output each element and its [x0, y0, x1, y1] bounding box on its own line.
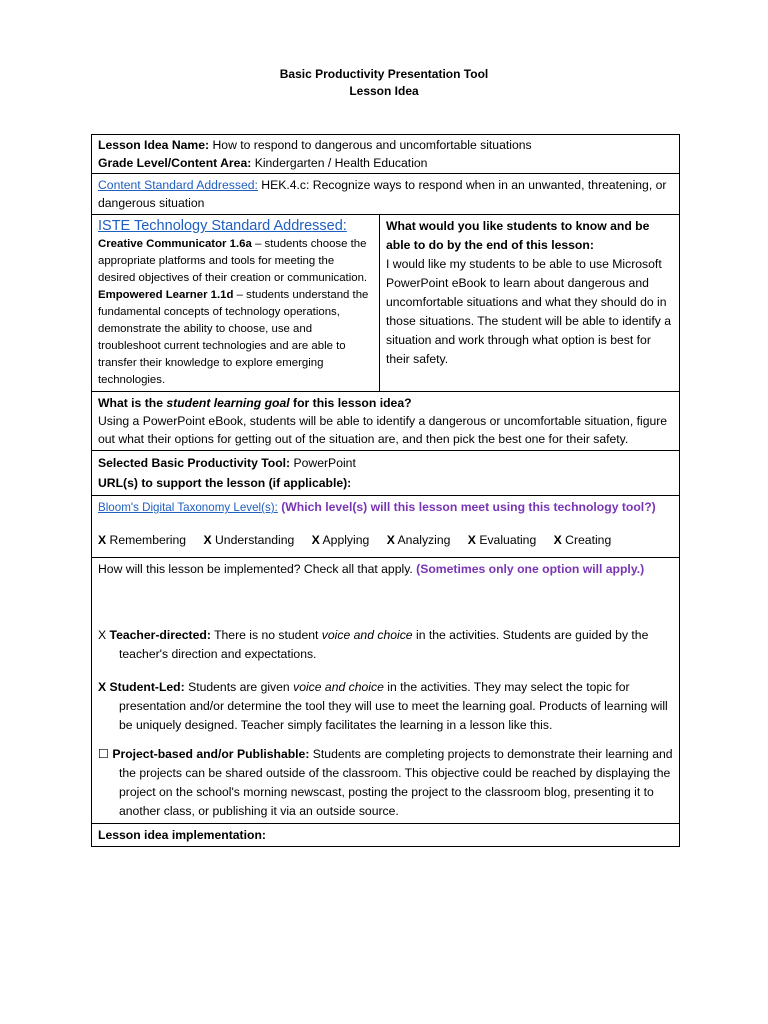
bloom-level-creating: X Creating — [553, 533, 612, 547]
grade-value: Kindergarten / Health Education — [254, 156, 428, 170]
option-project-based: ☐ Project-based and/or Publishable: Students are completing projects to demonstrate their learning and the projects can be shared outside of the classroom. This objective could be reached by displaying the project on the school's morning newscast, posting the project to the classroom blog, presenting it to another class, or publishing it via an outside source. — [98, 747, 673, 818]
row-iste-know — [92, 215, 680, 392]
cell-implementation-options — [92, 558, 680, 824]
cell-name-grade — [92, 135, 680, 174]
bloom-level-understanding: X Understanding — [203, 533, 295, 547]
cell-learning-goal — [92, 392, 680, 451]
implementation-note: (Sometimes only one option will apply.) — [416, 562, 645, 576]
bloom-question: (Which level(s) will this lesson meet using this technology tool?) — [281, 500, 656, 514]
know-answer: I would like my students to be able to use Microsoft PowerPoint eBook to learn about dangerous and uncomfortable situations and what they should do in those situations. The student will be able to identify a situation and work through what option is best for their safety. — [386, 257, 672, 366]
cell-content-standard — [92, 174, 680, 215]
page-title — [0, 66, 768, 100]
bloom-link[interactable]: Bloom's Digital Taxonomy Level(s): — [98, 501, 278, 514]
row-learning-goal — [92, 392, 680, 451]
student-led-checkmark[interactable]: X — [98, 680, 107, 694]
cell-know — [380, 215, 680, 392]
student-led-label: Student-Led: — [109, 680, 185, 694]
learning-goal-answer: Using a PowerPoint eBook, students will be able to identify a dangerous or uncomfortable situation, figure out what their options for getting out of the situation are, and then pick the best one for their safety. — [98, 414, 668, 446]
bloom-levels — [98, 531, 673, 549]
implementation-label: Lesson idea implementation: — [98, 828, 266, 842]
teacher-directed-checkmark[interactable]: X — [98, 628, 107, 642]
implementation-question: How will this lesson be implemented? Check all that apply. — [98, 562, 413, 576]
cell-lesson-implementation — [92, 824, 680, 847]
row-content-standard — [92, 174, 680, 215]
iste-el-label: Empowered Learner 1.1d — [98, 289, 234, 301]
bloom-level-analyzing: X Analyzing — [386, 533, 451, 547]
cell-tool-url — [92, 451, 680, 496]
learning-goal-question: What is the student learning goal for this lesson idea? — [98, 396, 412, 410]
iste-standard-link[interactable]: ISTE Technology Standard Addressed: — [98, 218, 347, 234]
cell-bloom — [92, 496, 680, 558]
project-based-label: Project-based and/or Publishable: — [112, 747, 310, 761]
tool-value: PowerPoint — [293, 456, 356, 470]
bloom-level-remembering: X Remembering — [98, 533, 187, 547]
row-name-grade — [92, 135, 680, 174]
know-question: What would you like students to know and be able to do by the end of this lesson: — [386, 219, 650, 252]
grade-label: Grade Level/Content Area: — [98, 156, 252, 170]
cell-iste — [92, 215, 380, 392]
bloom-level-evaluating: X Evaluating — [467, 533, 537, 547]
lesson-table — [91, 134, 680, 847]
learning-goal-emphasis: student learning goal — [166, 396, 290, 410]
row-implementation-options — [92, 558, 680, 824]
teacher-directed-label: Teacher-directed: — [109, 628, 211, 642]
url-label: URL(s) to support the lesson (if applicable): — [98, 476, 352, 490]
lesson-name-value: How to respond to dangerous and uncomfortable situations — [212, 138, 532, 152]
iste-cc-label: Creative Communicator 1.6a — [98, 238, 252, 250]
iste-el-text: – students understand the fundamental concepts of technology operations, demonstrate the ability to choose, use and troubleshoot current technologies and are able to transfer their knowledge to explore emerging technologies. — [98, 289, 369, 386]
lesson-name-label: Lesson Idea Name: — [98, 138, 210, 152]
option-student-led: X Student-Led: Students are given voice and choice in the activities. They may select the topic for presentation and/or determine the tool they will use to meet the learning goal. Products of learning will be uniquely designed. Teacher simply facilitates the learning in a lesson like this. — [98, 680, 668, 732]
iste-cc-text: – students choose the appropriate platforms and tools for meeting the desired objectives of their creation or communication. — [98, 238, 368, 284]
tool-label: Selected Basic Productivity Tool: — [98, 456, 291, 470]
document-subtitle: Lesson Idea — [349, 84, 419, 98]
row-bloom — [92, 496, 680, 558]
project-based-checkbox[interactable]: ☐ — [98, 747, 109, 761]
row-tool-url — [92, 451, 680, 496]
bloom-level-applying: X Applying — [311, 533, 370, 547]
option-teacher-directed: X Teacher-directed: There is no student voice and choice in the activities. Students are guided by the teacher's direction and expectations. — [98, 628, 649, 661]
row-lesson-implementation — [92, 824, 680, 847]
content-standard-value: HEK.4.c: Recognize ways to respond when in an unwanted, threatening, or dangerous situation — [98, 178, 667, 210]
document-title: Basic Productivity Presentation Tool — [279, 67, 489, 81]
content-standard-link[interactable]: Content Standard Addressed: — [98, 178, 258, 192]
